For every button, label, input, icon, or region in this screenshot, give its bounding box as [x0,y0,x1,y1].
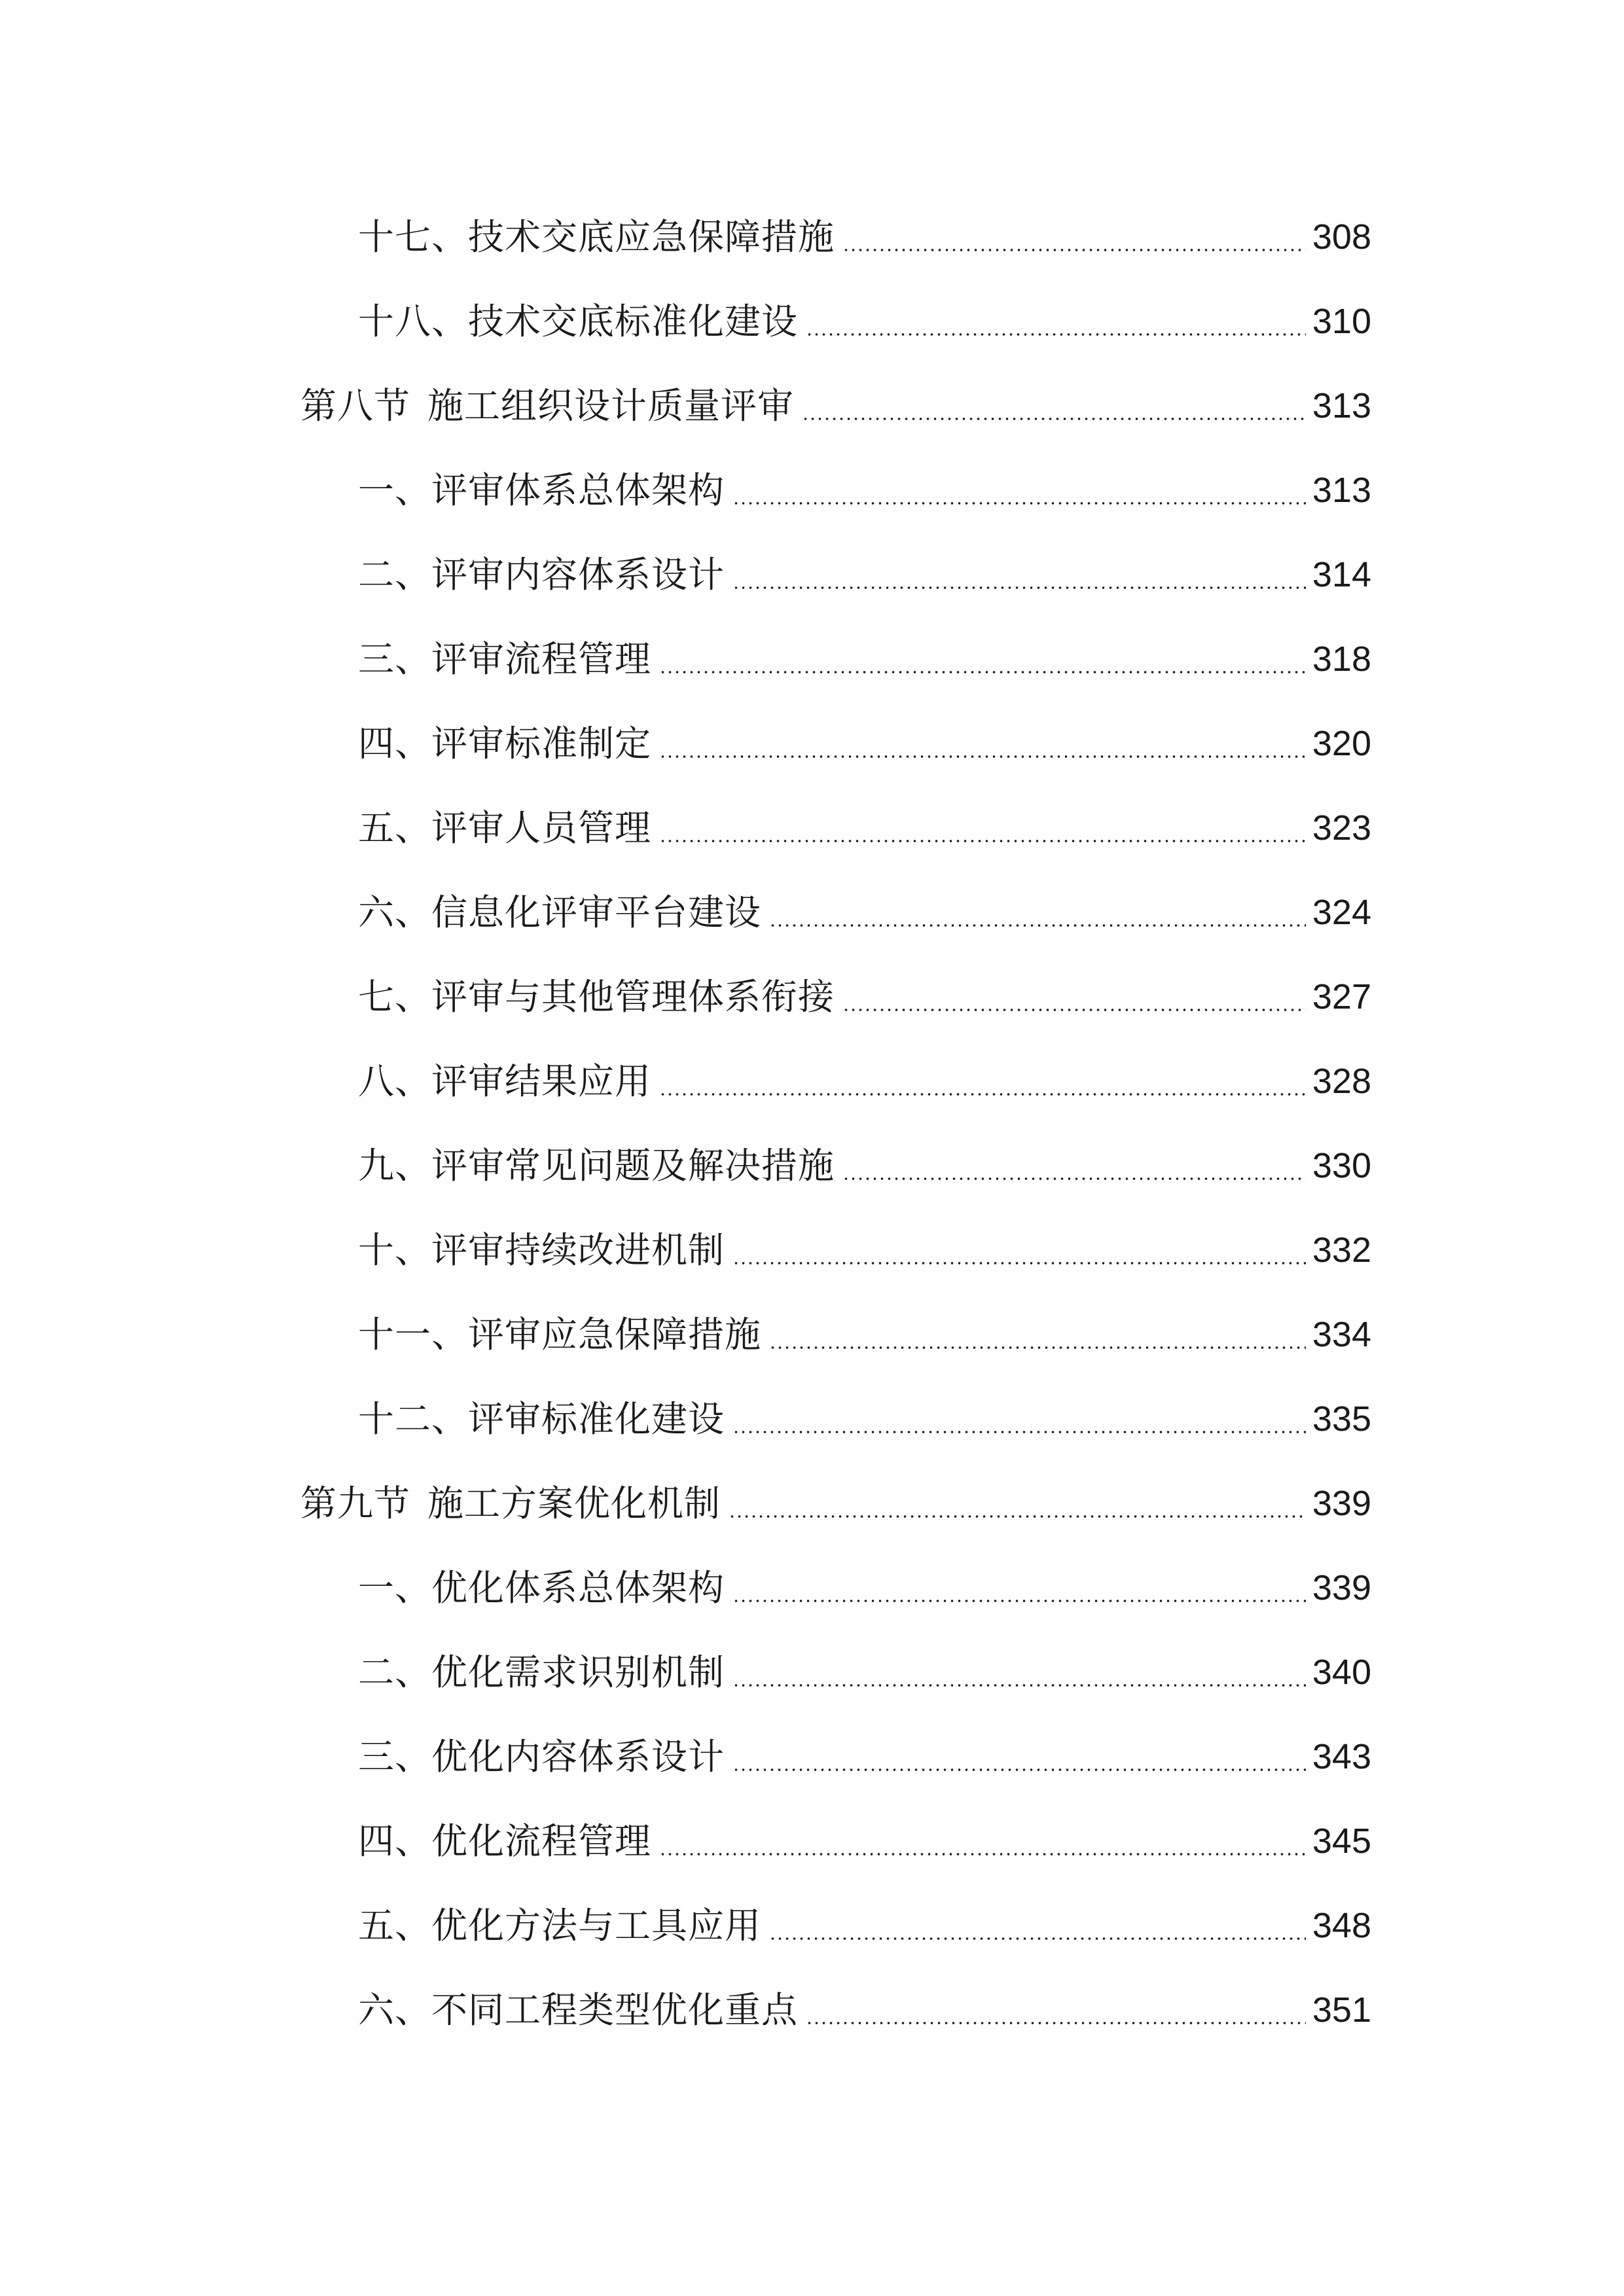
toc-page-number: 324 [1312,893,1371,932]
toc-section-heading [300,380,794,432]
toc-entry-title: 十、评审持续改进机制 [358,1229,725,1271]
toc-page-number: 339 [1312,1484,1371,1523]
toc-dot-leader [659,633,1306,685]
toc-entry[interactable] [358,633,1371,685]
toc-dot-leader [732,1731,1306,1783]
toc-entry[interactable] [358,211,1371,263]
toc-entry-title: 四、评审标准制定 [358,723,652,764]
toc-entry[interactable] [358,1899,1371,1952]
toc-entry[interactable] [358,802,1371,854]
toc-entry-title: 三、评审流程管理 [358,638,652,680]
toc-dot-leader [802,380,1306,432]
toc-entry-title: 十二、评审标准化建设 [358,1398,725,1440]
toc-entry[interactable] [358,1646,1371,1698]
toc-entry-title: 三、优化内容体系设计 [358,1736,725,1778]
toc-entry[interactable] [358,295,1371,348]
toc-page-number: 335 [1312,1399,1371,1439]
toc-entry-title: 二、优化需求识别机制 [358,1651,725,1693]
toc-page-number: 332 [1312,1230,1371,1270]
toc-dot-leader [842,971,1306,1023]
toc-entry[interactable] [358,1562,1371,1614]
toc-entry[interactable] [358,1393,1371,1445]
toc-entry-title: 六、不同工程类型优化重点 [358,1989,799,2031]
toc-entry[interactable] [358,1308,1371,1361]
toc-entry-title: 十七、技术交底应急保障措施 [358,216,835,258]
toc-entry[interactable] [358,886,1371,939]
toc-entry[interactable] [358,1139,1371,1192]
toc-page-number: 320 [1312,724,1371,763]
toc-section-heading [300,1477,721,1530]
toc-entry[interactable] [358,717,1371,770]
toc-page-number: 345 [1312,1821,1371,1861]
toc-dot-leader [659,802,1306,854]
toc-entry[interactable] [358,548,1371,601]
toc-entry-title: 八、评审结果应用 [358,1060,652,1102]
toc-entry[interactable] [358,1984,1371,2036]
toc-entry[interactable] [358,1224,1371,1276]
toc-entry-title: 九、评审常见问题及解决措施 [358,1145,835,1187]
toc-entry-title: 一、优化体系总体架构 [358,1567,725,1609]
toc-dot-leader [659,1055,1306,1107]
toc-dot-leader [732,1646,1306,1698]
toc-page-number: 334 [1312,1315,1371,1354]
toc-page-number: 340 [1312,1653,1371,1692]
toc-section-number: 第九节 [300,1482,411,1524]
toc-dot-leader [732,1562,1306,1614]
toc-entry-title: 六、信息化评审平台建设 [358,891,762,933]
toc-entry[interactable] [358,1055,1371,1107]
toc-dot-leader [842,1139,1306,1192]
toc-entry-title: 四、优化流程管理 [358,1820,652,1862]
toc-page-number: 330 [1312,1146,1371,1185]
toc-page-number: 313 [1312,386,1371,425]
toc-section-number: 第八节 [300,385,411,427]
toc-dot-leader [732,1224,1306,1276]
toc-dot-leader [806,1984,1306,2036]
toc-page-number: 310 [1312,302,1371,341]
toc-entry[interactable] [358,971,1371,1023]
toc-dot-leader [732,548,1306,601]
toc-entry-title: 五、优化方法与工具应用 [358,1905,762,1946]
toc-dot-leader [769,886,1306,939]
toc-entry-title: 十一、评审应急保障措施 [358,1314,762,1355]
toc-entry-title: 二、评审内容体系设计 [358,554,725,596]
toc-dot-leader [732,1393,1306,1445]
toc-entry-title: 一、评审体系总体架构 [358,469,725,511]
toc-section-entry[interactable] [300,380,1371,432]
toc-entry-title: 施工组织设计质量评审 [427,385,795,427]
toc-page-number: 314 [1312,555,1371,594]
toc-entry-title: 十八、技术交底标准化建设 [358,300,799,342]
toc-page-number: 308 [1312,217,1371,257]
toc-entry[interactable] [358,464,1371,516]
toc-page-number: 351 [1312,1990,1371,2030]
toc-section-entry[interactable] [300,1477,1371,1530]
toc-dot-leader [729,1477,1306,1530]
toc-page-number: 339 [1312,1568,1371,1607]
toc-page-number: 323 [1312,808,1371,848]
toc-dot-leader [769,1308,1306,1361]
toc-entry[interactable] [358,1731,1371,1783]
toc-page-number: 343 [1312,1737,1371,1776]
toc-entry-title: 七、评审与其他管理体系衔接 [358,976,835,1018]
toc-page-number: 328 [1312,1062,1371,1101]
toc-dot-leader [842,211,1306,263]
toc-dot-leader [659,717,1306,770]
toc-dot-leader [769,1899,1306,1952]
toc-dot-leader [659,1815,1306,1867]
toc-entry-title: 施工方案优化机制 [427,1482,721,1524]
toc-page-number: 348 [1312,1906,1371,1945]
toc-page-number: 313 [1312,471,1371,510]
toc-entry[interactable] [358,1815,1371,1867]
toc-entry-title: 五、评审人员管理 [358,807,652,849]
toc-dot-leader [806,295,1306,348]
toc-dot-leader [732,464,1306,516]
toc-page-number: 327 [1312,977,1371,1016]
toc-page-number: 318 [1312,639,1371,679]
